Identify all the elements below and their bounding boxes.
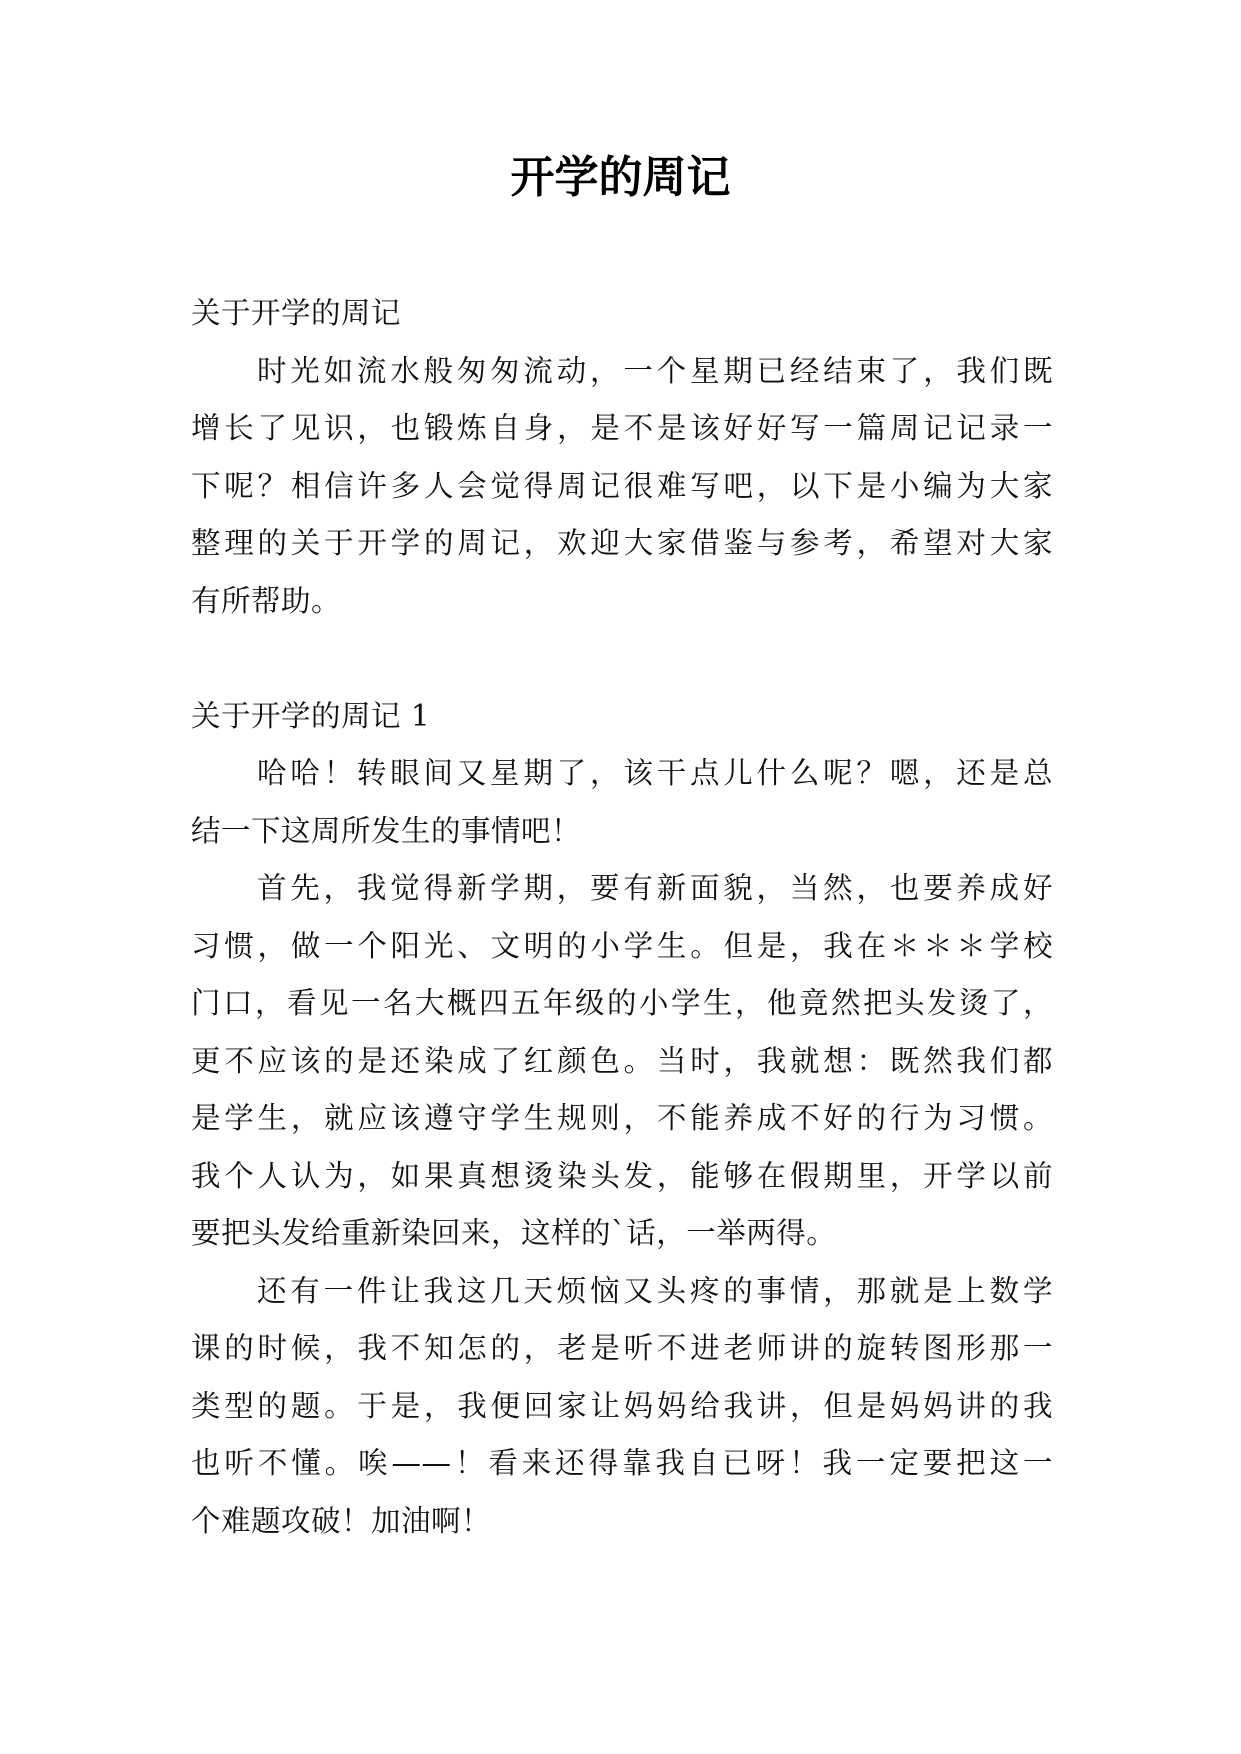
document-title: 开学的周记: [510, 152, 731, 203]
paragraph-line: 个难题攻破！加油啊！: [191, 1503, 492, 1538]
intro-line: 有所帮助。: [191, 583, 342, 618]
paragraph-line: 首先，我觉得新学期，要有新面貌，当然，也要养成好: [257, 871, 1053, 905]
document-body: [191, 285, 1053, 1550]
intro-line: 下呢？相信许多人会觉得周记很难写吧，以下是小编为大家: [191, 468, 1053, 503]
paragraph-line: 结一下这周所发生的事情吧！: [191, 813, 582, 848]
intro-line: 时光如流水般匆匆流动，一个星期已经结束了，我们既: [257, 353, 1053, 388]
paragraph-line: 哈哈！转眼间又星期了，该干点儿什么呢？嗯，还是总: [257, 756, 1053, 790]
paragraph-line: 习惯，做一个阳光、文明的小学生。但是，我在＊＊＊学校: [191, 928, 1053, 963]
paragraph-gap: [191, 630, 1053, 688]
paragraph-line: 也听不懂。唉——！看来还得靠我自已呀！我一定要把这一: [191, 1446, 1053, 1480]
paragraph-line: 更不应该的是还染成了红颜色。当时，我就想：既然我们都: [191, 1043, 1053, 1078]
paragraph-line: 我个人认为，如果真想烫染头发，能够在假期里，开学以前: [191, 1158, 1053, 1193]
intro-line: 增长了见识，也锻炼自身，是不是该好好写一篇周记记录一: [191, 411, 1053, 445]
paragraph-line: 要把头发给重新染回来，这样的`话，一举两得。: [191, 1216, 837, 1250]
paragraph-line: 类型的题。于是，我便回家让妈妈给我讲，但是妈妈讲的我: [191, 1388, 1053, 1423]
paragraph-line: 课的时候，我不知怎的，老是听不进老师讲的旋转图形那一: [191, 1331, 1053, 1365]
intro-heading: 关于开学的周记: [191, 296, 402, 330]
paragraph-line: 还有一件让我这几天烦恼又头疼的事情，那就是上数学: [257, 1273, 1053, 1308]
paragraph-line: 门口，看见一名大概四五年级的小学生，他竟然把头发烫了，: [191, 986, 1053, 1020]
section-heading: 关于开学的周记 1: [191, 698, 431, 733]
paragraph-line: 是学生，就应该遵守学生规则，不能养成不好的行为习惯。: [191, 1101, 1053, 1135]
intro-line: 整理的关于开学的周记，欢迎大家借鉴与参考，希望对大家: [191, 526, 1053, 560]
